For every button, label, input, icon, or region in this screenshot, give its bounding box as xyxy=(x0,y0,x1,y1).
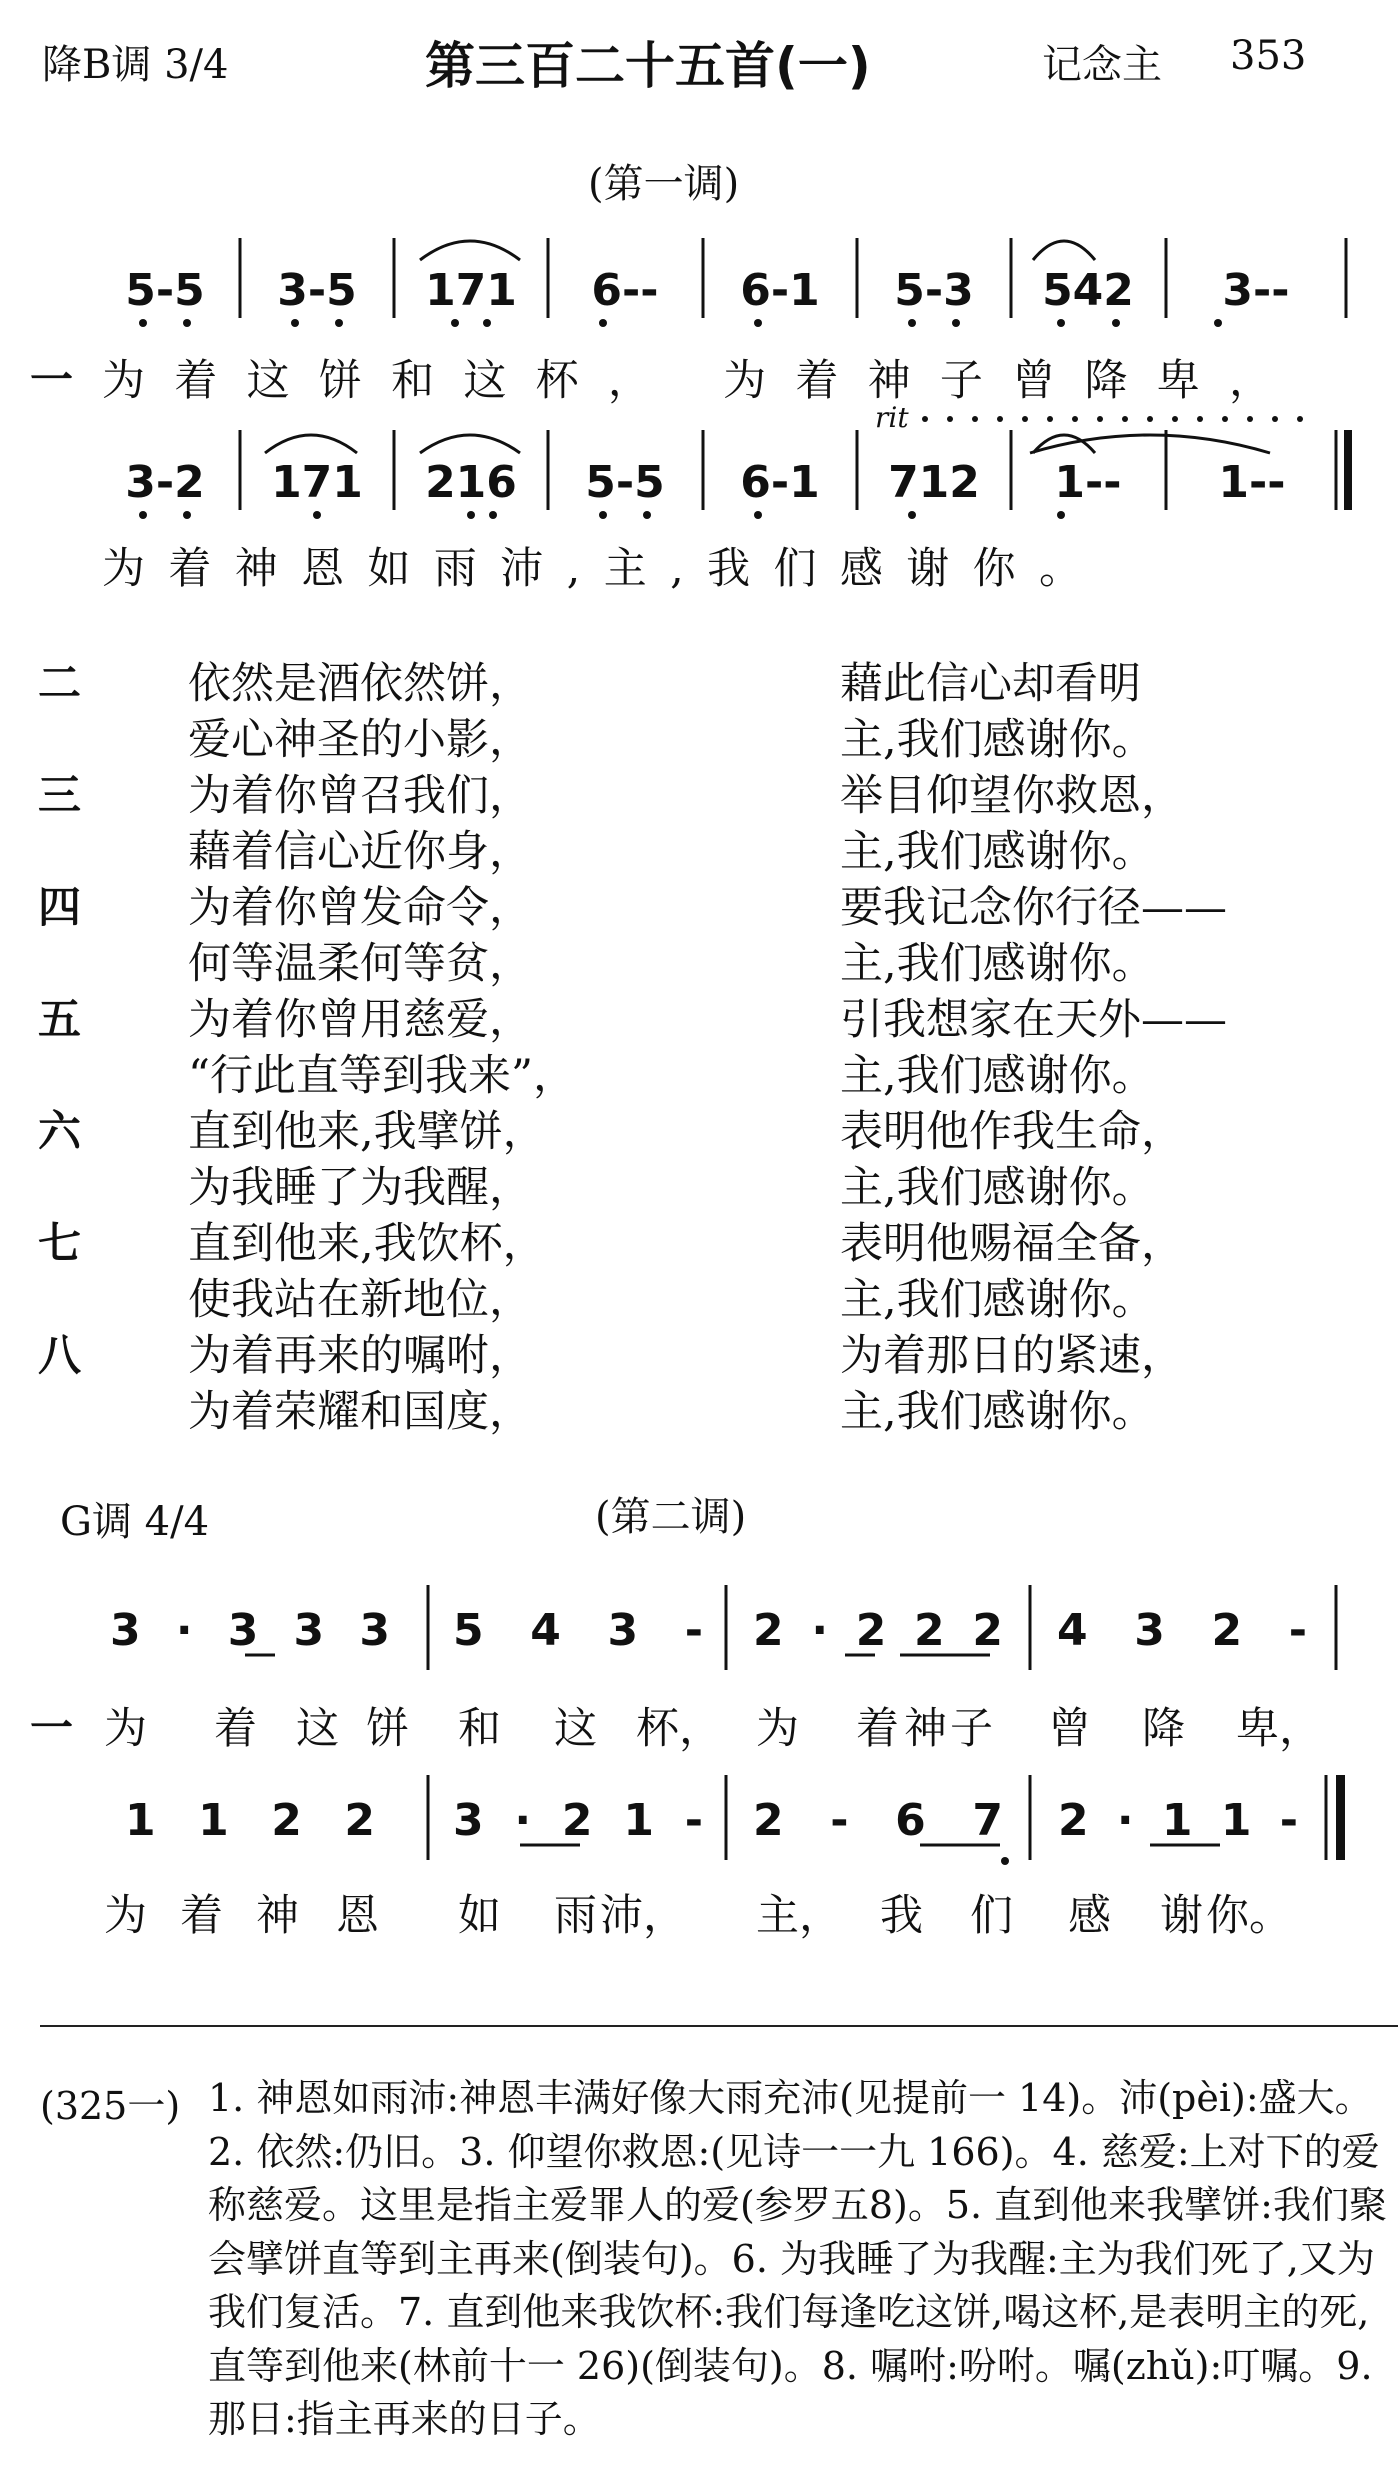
measure-note: 712 xyxy=(888,457,980,508)
hymn-category: 记念主 xyxy=(1042,42,1162,88)
measure-note: 2·222 xyxy=(753,1605,1003,1656)
verse-text-left: 爱心神圣的小影， xyxy=(188,715,532,765)
tune-2-system-2 xyxy=(0,1765,1400,1965)
ritardando-marking: rit xyxy=(875,401,909,434)
verse-text-right: 主,我们感谢你。 xyxy=(840,715,1155,765)
verse-text-left: 为着你曾发命令， xyxy=(188,883,532,933)
tune-1-notation-1 xyxy=(0,230,1400,430)
verse-line xyxy=(0,874,1400,933)
verse-text-right: 主,我们感谢你。 xyxy=(840,1387,1155,1437)
verse-text-right: 主,我们感谢你。 xyxy=(840,1275,1155,1325)
measure-note: 216 xyxy=(425,457,517,508)
measure-note: 5-5 xyxy=(585,457,665,508)
measure-note: 2-67 xyxy=(753,1795,1003,1846)
lyric-syllable: 们 xyxy=(970,1891,1013,1941)
lyric-syllable: 恩 xyxy=(336,1891,379,1941)
lyrics-line: 为着神恩如雨沛,主,我们感谢你。 xyxy=(102,544,1082,594)
verse-number: 一 xyxy=(30,1704,73,1754)
verse-text-left: 直到他来,我饮杯， xyxy=(188,1219,546,1269)
verse-text-right: 引我想家在天外—— xyxy=(840,995,1227,1045)
verse-text-left: 依然是酒依然饼， xyxy=(188,659,532,709)
measure-note: 5-5 xyxy=(125,265,205,316)
lyric-syllable: 着 xyxy=(214,1704,257,1754)
tune-1-system-1 xyxy=(0,230,1400,430)
measure-note: 543- xyxy=(453,1605,703,1656)
measure-note: 1122 xyxy=(125,1795,375,1846)
verse-line xyxy=(0,1266,1400,1325)
tune-2-notation-2 xyxy=(0,1765,1400,1965)
verse-line xyxy=(0,1322,1400,1381)
verse-number: 一 xyxy=(30,356,73,406)
measure-note: 171 xyxy=(425,265,517,316)
lyric-syllable: 和 xyxy=(458,1704,501,1754)
tune-2-key: G调 4/4 xyxy=(60,1499,210,1545)
verse-line xyxy=(0,1210,1400,1269)
measure-note: 432- xyxy=(1057,1605,1307,1656)
verse-number: 五 xyxy=(38,995,81,1045)
tune-1-system-2 xyxy=(0,401,1400,605)
lyric-syllable: 如 xyxy=(458,1891,501,1941)
footnote-text: 1. 神恩如雨沛:神恩丰满好像大雨充沛(见提前一 14)。沛(pèi):盛大。2. 依然:仍旧。3. 仰望你救恩:(见诗一一九 166)。4. 慈爱:上对下的爱称慈爱。这里是指主爱罪人的爱(参罗五8)。5. 直到他来我擘饼:我们聚会擘饼直等到主再来(倒装句)。6. 为我睡了为我醒:主为我们死了,又为我们复活。7. 直到他来我饮杯:我们每逢吃这饼,喝这杯,是表明主的死,直等到他来(林前十一 26)(倒装句)。8. 嘱咐:吩咐。嘱(zhǔ):叮嘱。9. 那日:指主再来的日子。 xyxy=(208,2076,1387,2441)
verse-line xyxy=(0,650,1400,709)
lyric-syllable: 曾 xyxy=(1048,1704,1091,1754)
verse-text-left: “行此直等到我来”， xyxy=(188,1051,576,1101)
measure-note: 6-- xyxy=(591,265,659,316)
lyric-syllable: 你。 xyxy=(1206,1891,1292,1941)
tune-1-notation-2 xyxy=(0,401,1400,605)
verse-line xyxy=(0,1154,1400,1213)
lyric-syllable: 饼 xyxy=(366,1704,409,1754)
verse-text-right: 表明他赐福全备， xyxy=(840,1219,1184,1269)
lyric-syllable: 子 xyxy=(950,1704,993,1754)
tune-1-label: (第一调) xyxy=(588,161,740,207)
verse-text-left: 为着荣耀和国度， xyxy=(188,1387,532,1437)
lyrics-line: 为着这饼和这杯， 为着神子曾降卑， xyxy=(102,356,1272,406)
lyric-syllable: 感 xyxy=(1068,1891,1111,1941)
verse-number: 八 xyxy=(38,1331,81,1381)
tune-2-notation-1 xyxy=(0,1575,1400,1775)
verse-text-left: 为我睡了为我醒， xyxy=(188,1163,532,1213)
hymn-title: 第三百二十五首(一) xyxy=(425,37,871,95)
page-number: 353 xyxy=(1230,33,1307,79)
verse-number: 四 xyxy=(38,883,81,933)
lyric-syllable: 卑， xyxy=(1236,1704,1322,1754)
lyric-syllable: 谢 xyxy=(1160,1891,1203,1941)
footnote-label: (325一) xyxy=(40,2084,181,2128)
verse-line xyxy=(0,930,1400,989)
verse-line xyxy=(0,762,1400,821)
lyric-syllable: 着 xyxy=(856,1704,899,1754)
key-signature: 降B调 3/4 xyxy=(42,42,229,88)
measure-note: 171 xyxy=(271,457,363,508)
verse-text-left: 何等温柔何等贫， xyxy=(188,939,532,989)
measure-note: 2·11- xyxy=(1058,1795,1298,1846)
measure-note: 3-5 xyxy=(277,265,357,316)
lyric-syllable: 杯， xyxy=(636,1704,722,1754)
lyric-syllable: 沛， xyxy=(600,1891,686,1941)
lyric-syllable: 我 xyxy=(880,1891,923,1941)
verse-text-right: 藉此信心却看明 xyxy=(840,659,1141,709)
measure-note: 542 xyxy=(1042,265,1134,316)
lyric-syllable: 为 xyxy=(104,1891,147,1941)
verse-number: 六 xyxy=(38,1107,81,1157)
verse-text-right: 主,我们感谢你。 xyxy=(840,1051,1155,1101)
verse-number: 七 xyxy=(38,1219,81,1269)
verse-line xyxy=(0,818,1400,877)
lyric-syllable: 这 xyxy=(296,1704,339,1754)
tune-2-system-1 xyxy=(0,1575,1400,1775)
lyric-syllable: 主， xyxy=(756,1891,842,1941)
lyric-syllable: 为 xyxy=(104,1704,147,1754)
footnote-divider xyxy=(40,2025,1398,2027)
verse-line xyxy=(0,1098,1400,1157)
lyric-syllable: 着 xyxy=(180,1891,223,1941)
lyric-syllable: 雨 xyxy=(554,1891,597,1941)
verse-text-left: 为着你曾召我们， xyxy=(188,771,532,821)
measure-note: 6-1 xyxy=(740,457,820,508)
verse-line xyxy=(0,986,1400,1045)
lyric-syllable: 神 xyxy=(256,1891,299,1941)
verse-line xyxy=(0,1042,1400,1101)
verse-text-left: 藉着信心近你身， xyxy=(188,827,532,877)
verse-text-right: 主,我们感谢你。 xyxy=(840,939,1155,989)
verse-text-left: 直到他来,我擘饼， xyxy=(188,1107,546,1157)
measure-note: 5-3 xyxy=(894,265,974,316)
verse-text-left: 为着再来的嘱咐， xyxy=(188,1331,532,1381)
verse-text-left: 使我站在新地位， xyxy=(188,1275,532,1325)
verse-number: 二 xyxy=(38,659,81,709)
verse-text-right: 主,我们感谢你。 xyxy=(840,1163,1155,1213)
lyric-syllable: 为 xyxy=(756,1704,799,1754)
measure-note: 1-- xyxy=(1054,457,1122,508)
verse-line xyxy=(0,1378,1400,1437)
verse-text-right: 为着那日的紧速， xyxy=(840,1331,1184,1381)
verse-text-left: 为着你曾用慈爱， xyxy=(188,995,532,1045)
verse-text-right: 主,我们感谢你。 xyxy=(840,827,1155,877)
measure-note: 3·21- xyxy=(453,1795,703,1846)
verse-text-right: 要我记念你行径—— xyxy=(840,883,1227,933)
verse-line xyxy=(0,706,1400,765)
verse-text-right: 表明他作我生命， xyxy=(840,1107,1184,1157)
measure-note: 1-- xyxy=(1218,457,1286,508)
lyric-syllable: 这 xyxy=(554,1704,597,1754)
measure-note: 3·333 xyxy=(110,1605,390,1656)
measure-note: 3-- xyxy=(1222,265,1290,316)
measure-note: 6-1 xyxy=(740,265,820,316)
tune-2-label: (第二调) xyxy=(595,1494,747,1540)
verse-text-right: 举目仰望你救恩， xyxy=(840,771,1184,821)
lyric-syllable: 降 xyxy=(1142,1704,1185,1754)
measure-note: 3-2 xyxy=(125,457,205,508)
verse-number: 三 xyxy=(38,771,81,821)
lyric-syllable: 神 xyxy=(904,1704,947,1754)
